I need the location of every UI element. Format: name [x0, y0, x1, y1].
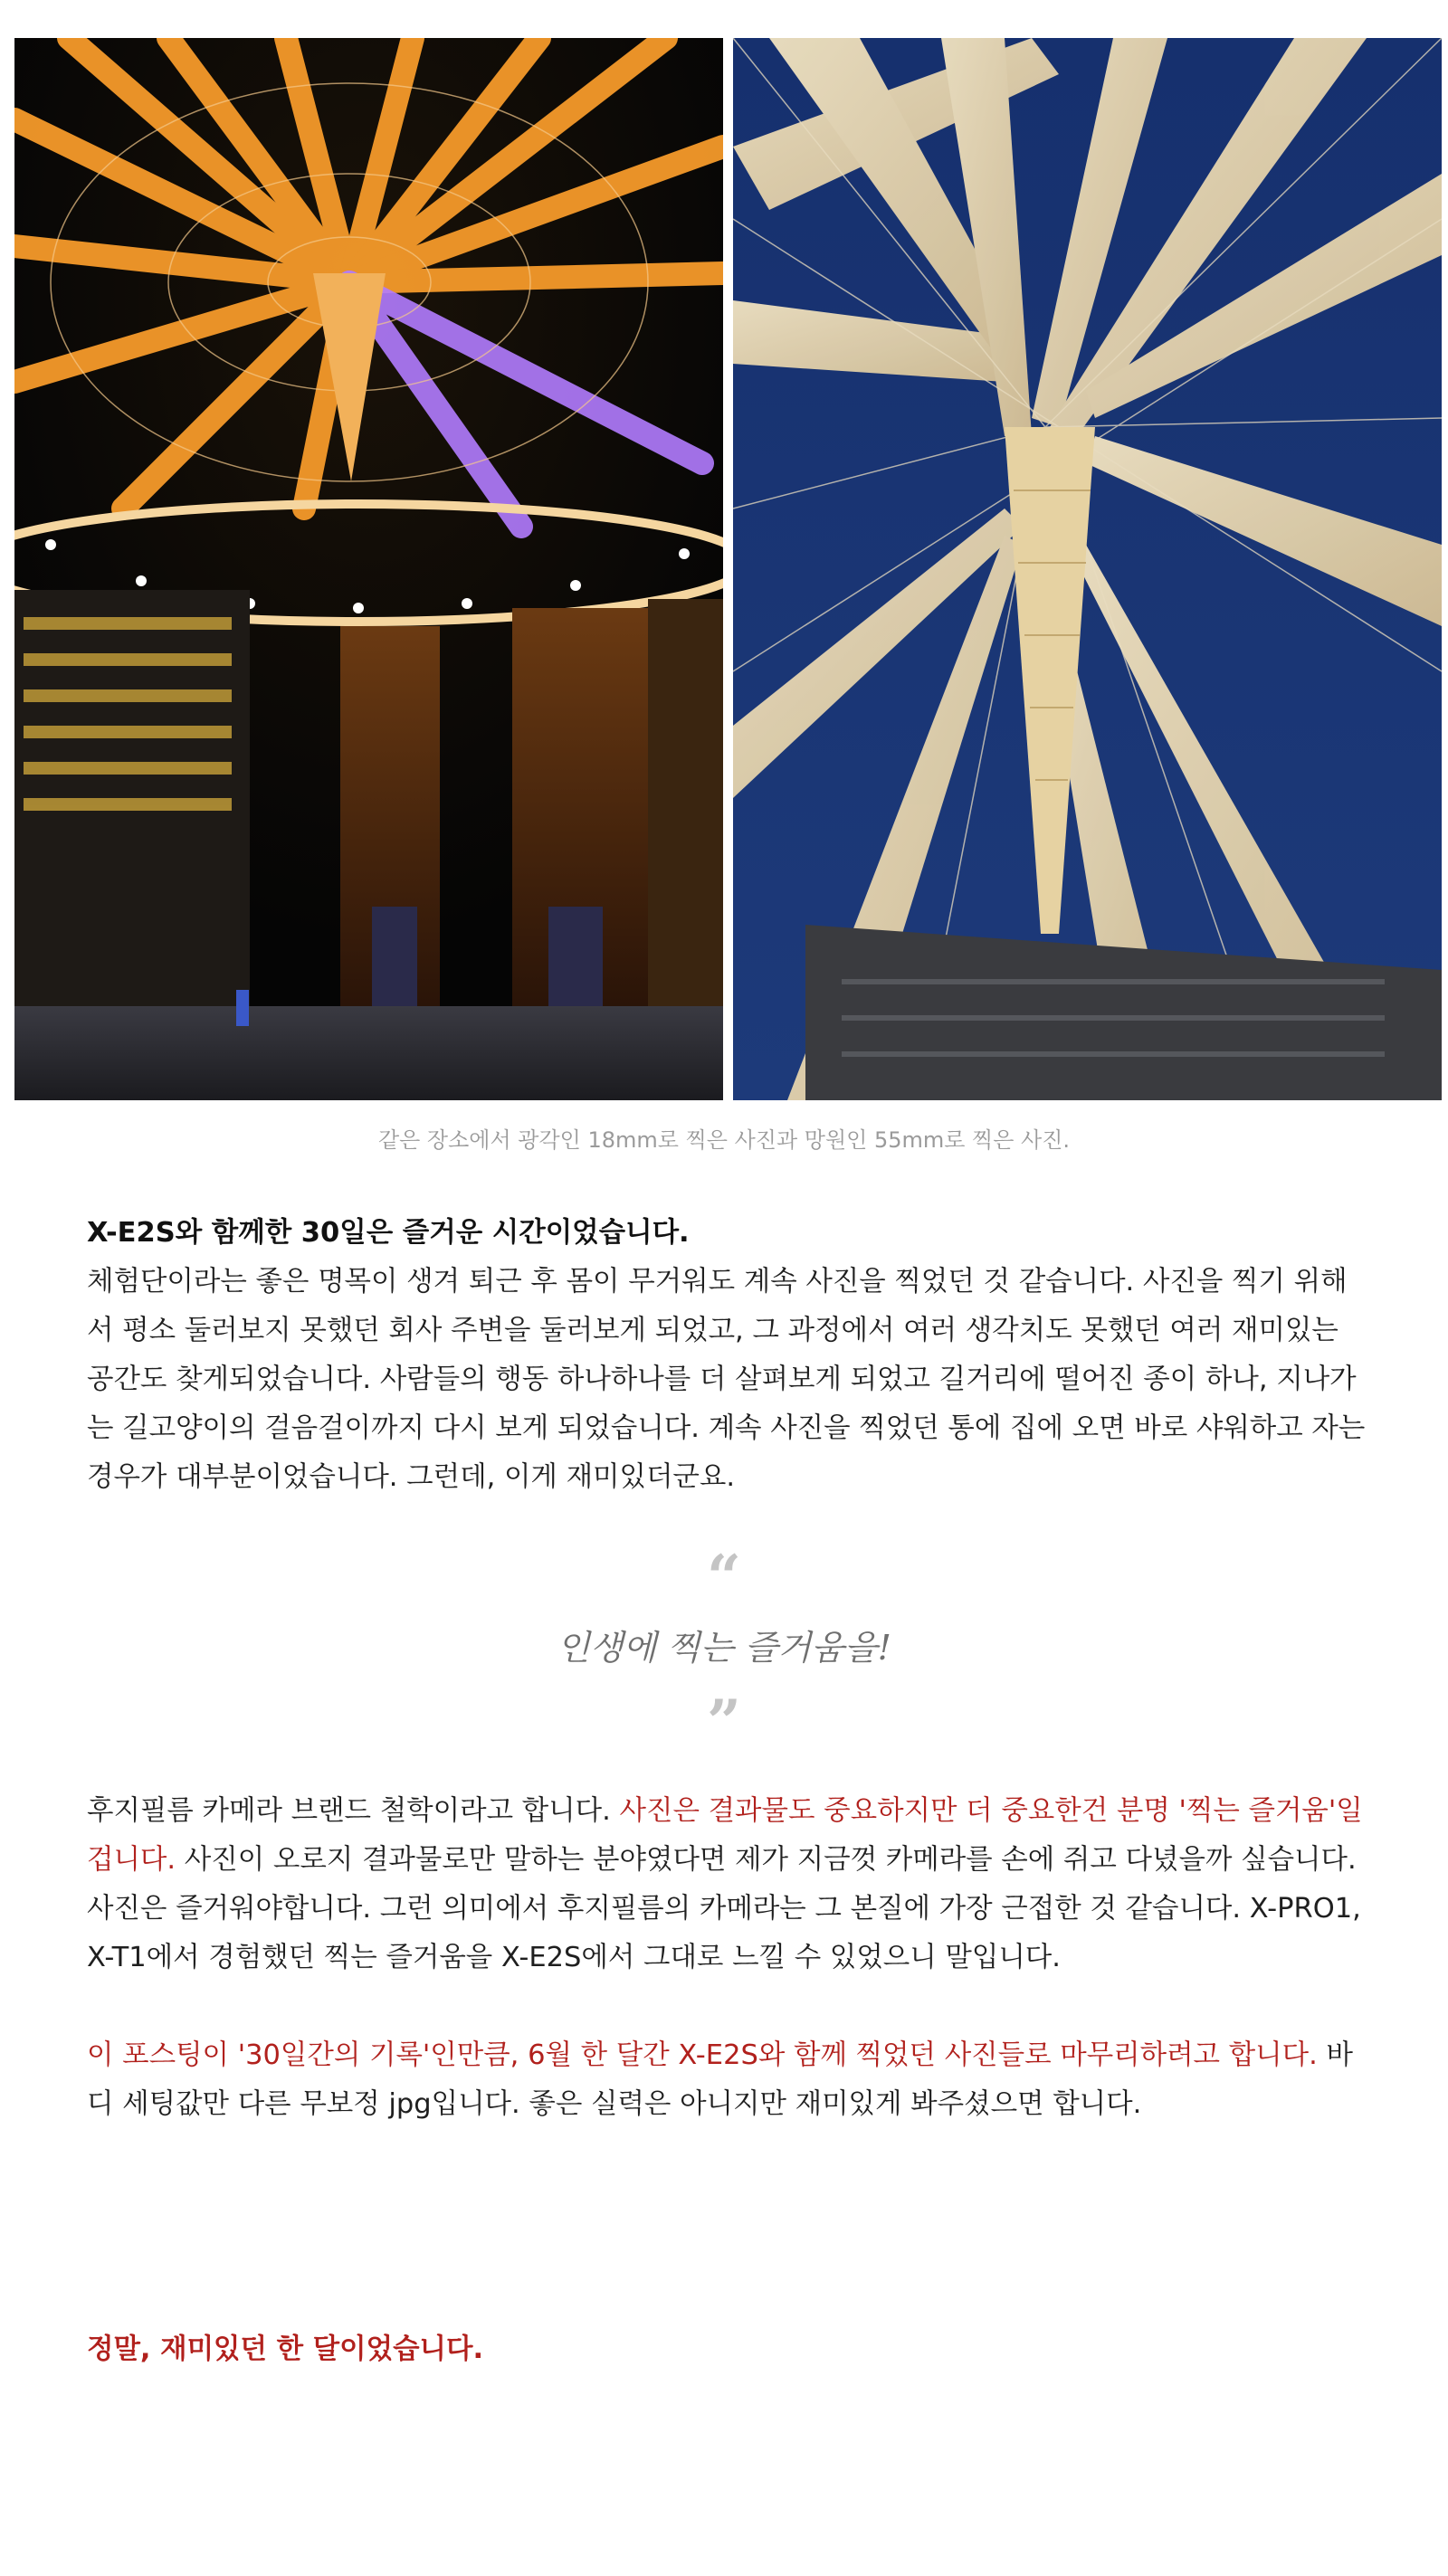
- paragraph-philosophy-start: 후지필름 카메라 브랜드 철학이라고 합니다.: [87, 1795, 620, 1827]
- open-quote-icon: “: [707, 1542, 741, 1612]
- paragraph-wrapup-highlight: 이 포스팅이 '30일간의 기록'인만큼, 6월 한 달간 X-E2S와 함께 찍었던 사진들로 마무리하려고 합니다.: [87, 2039, 1318, 2071]
- close-quote-icon: ”: [707, 1687, 741, 1757]
- photo-pair: [14, 38, 1442, 1100]
- paragraph-philosophy-highlight: 사진은 결과물도 중요하지만 더 중요한건 분명 '찍는 즐거움'일겁니다.: [87, 1795, 1363, 1876]
- paragraph-intro: 체험단이라는 좋은 명목이 생겨 퇴근 후 몸이 무거워도 계속 사진을 찍었던 것 같습니다. 사진을 찍기 위해서 평소 둘러보지 못했던 회사 주변을 둘러보게 되었고, 그 과정에서 여러 생각치도 못했던 여러 재미있는 공간도 찾게되었습니다. 사람들의 행동 하나하나를 더 살펴보게 되었고 길거리에 떨어진 종이 하나, 지나가는 길고양이의 걸음걸이까지 다시 보게 되었습니다. 계속 사진을 찍었던 통에 집에 오면 바로 샤워하고 자는 경우가 대부분이었습니다. 그런데, 이게 재미있더군요.: [87, 1266, 1366, 1493]
- paragraph-wrapup-end: 바디 세팅값만 다른 무보정 jpg입니다. 좋은 실력은 아니지만 재미있게 봐주셨으면 합니다.: [87, 2039, 1353, 2120]
- paragraph-philosophy: [87, 1787, 1372, 1982]
- article-headline: X-E2S와 함께한 30일은 즐거운 시간이었습니다.: [87, 1217, 690, 1249]
- photo-caption: 같은 장소에서 광각인 18mm로 찍은 사진과 망원인 55mm로 찍은 사진.: [377, 1127, 1071, 1153]
- photo-night-wide[interactable]: [14, 38, 723, 1100]
- pull-quote: 인생에 찍는 즐거움을!: [557, 1628, 891, 1668]
- paragraph-philosophy-end: 사진이 오로지 결과물로만 말하는 분야였다면 제가 지금껏 카메라를 손에 쥐고 다녔을까 싶습니다. 사진은 즐거워야합니다. 그런 의미에서 후지필름의 카메라는 그 본질에 가장 근접한 것 같습니다. X-PRO1, X-T1에서 경험했던 찍는 즐거움을 X-E2S에서 그대로 느낄 수 있었으니 말입니다.: [87, 1844, 1361, 1973]
- closing-line: 정말, 재미있던 한 달이었습니다.: [87, 2334, 484, 2365]
- photo-dusk-tele[interactable]: [733, 38, 1442, 1100]
- paragraph-wrapup: [87, 2031, 1372, 2129]
